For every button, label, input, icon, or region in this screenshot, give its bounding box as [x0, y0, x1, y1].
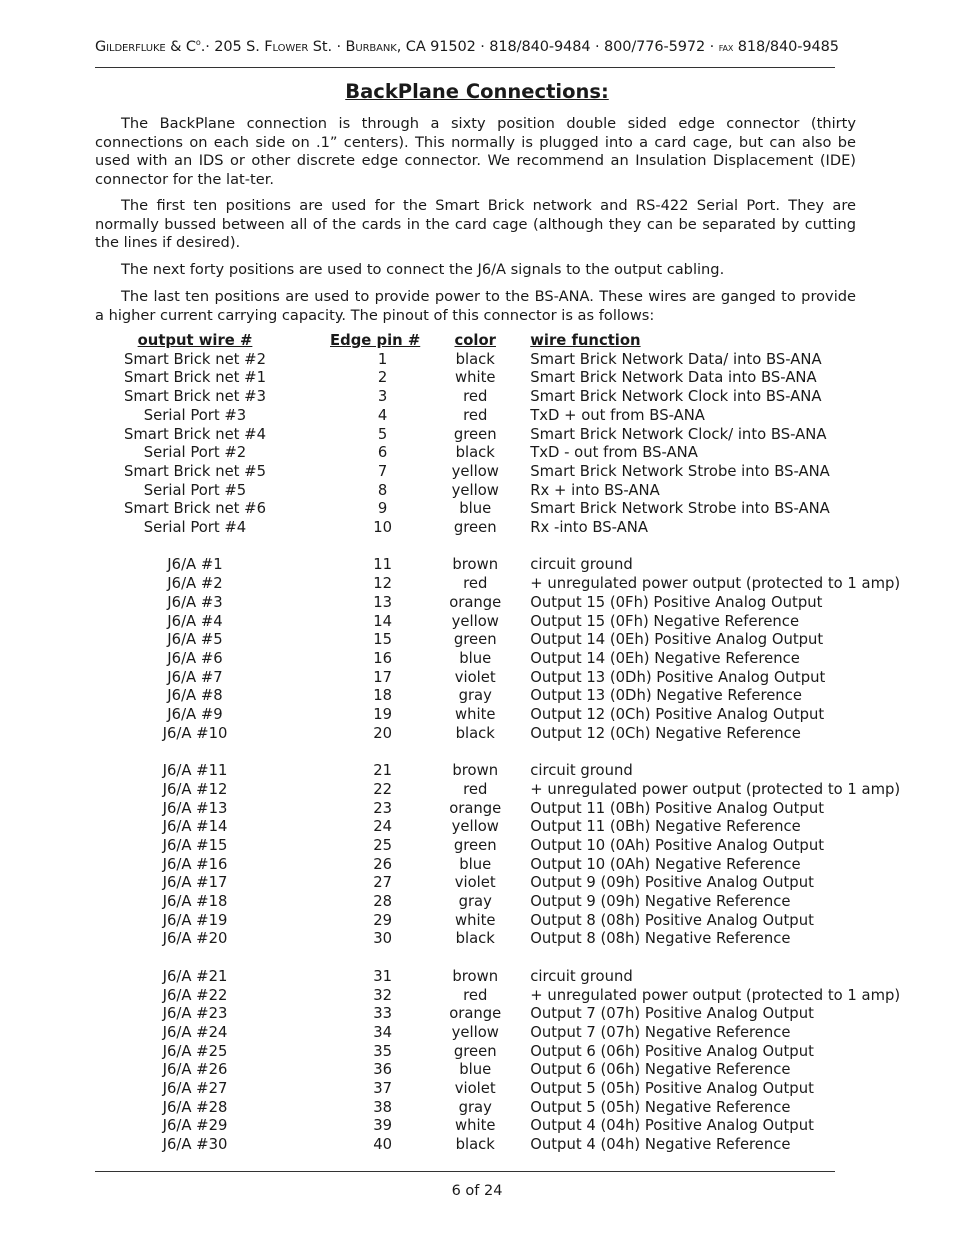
output-wire-cell [95, 538, 295, 557]
table-row [95, 1024, 930, 1043]
table-row [95, 519, 930, 538]
color-cell: blue [459, 649, 492, 667]
header-wire-function: wire function [530, 332, 641, 349]
paragraph-intro: The BackPlane connection is through a sixty position double sided edge connector (thirty connections on each side on .1” centers). This normally is plugged into a card cage, but can also be used with an IDS or other discrete edge connector. We recommend an Insulation Displacement (IDE) connector for the lat-ter. [95, 115, 856, 189]
edge-pin-cell: 32 [373, 986, 393, 1004]
edge-pin-cell: 33 [373, 1005, 393, 1023]
color-cell: orange [449, 593, 502, 611]
output-wire-cell: J6/A #29 [162, 1117, 228, 1135]
edge-pin-cell: 8 [377, 481, 388, 499]
company-amp: & C [165, 38, 196, 55]
wire-function-cell: Output 10 (0Ah) Positive Analog Output [530, 836, 825, 854]
output-wire-cell: J6/A #4 [167, 612, 223, 630]
color-cell: orange [449, 799, 502, 817]
color-cell: red [463, 986, 488, 1004]
table-row [95, 388, 930, 407]
color-cell: green [453, 836, 497, 854]
edge-pin-cell [295, 949, 420, 968]
output-wire-cell [95, 949, 295, 968]
output-wire-cell: J6/A #21 [162, 967, 228, 985]
wire-function-cell: Smart Brick Network Strobe into BS-ANA [530, 500, 830, 518]
output-wire-cell: J6/A #15 [162, 836, 228, 854]
table-row [95, 762, 930, 781]
output-wire-cell [95, 743, 295, 762]
color-cell: black [455, 444, 495, 462]
edge-pin-cell: 27 [373, 874, 393, 892]
output-wire-cell: Smart Brick net #5 [123, 462, 266, 480]
color-cell: gray [458, 687, 492, 705]
color-cell [420, 949, 530, 968]
color-cell: yellow [451, 818, 499, 836]
output-wire-cell: J6/A #1 [167, 556, 223, 574]
table-row [95, 500, 930, 519]
table-row [95, 743, 930, 762]
edge-pin-cell: 34 [373, 1023, 393, 1041]
output-wire-cell: J6/A #10 [162, 724, 228, 742]
wire-function-cell: circuit ground [530, 556, 633, 574]
wire-function-cell: circuit ground [530, 967, 633, 985]
wire-function-cell: Smart Brick Network Clock/ into BS-ANA [530, 425, 827, 443]
output-wire-cell: Serial Port #3 [143, 406, 247, 424]
wire-function-cell: Output 10 (0Ah) Negative Reference [530, 855, 801, 873]
output-wire-cell: Serial Port #2 [143, 444, 247, 462]
output-wire-cell: Serial Port #5 [143, 481, 247, 499]
edge-pin-cell: 2 [377, 369, 388, 387]
output-wire-cell: J6/A #24 [162, 1023, 228, 1041]
color-cell: blue [459, 1061, 492, 1079]
wire-function-cell: Output 9 (09h) Positive Analog Output [530, 874, 814, 892]
paragraph-next-forty: The next forty positions are used to connect the J6/A signals to the output cabling. [121, 261, 725, 278]
table-row [95, 725, 930, 744]
edge-pin-cell: 11 [373, 556, 393, 574]
table-row [95, 1043, 930, 1062]
wire-function-cell: Output 7 (07h) Positive Analog Output [530, 1005, 814, 1023]
color-cell: green [453, 631, 497, 649]
wire-function-cell: Output 6 (06h) Negative Reference [530, 1061, 791, 1079]
table-row [95, 687, 930, 706]
fax-label: fax [718, 39, 734, 54]
edge-pin-cell: 1 [377, 350, 388, 368]
output-wire-cell: J6/A #9 [167, 706, 223, 724]
wire-function-cell: Smart Brick Network Strobe into BS-ANA [530, 462, 830, 480]
edge-pin-cell [295, 743, 420, 762]
table-row [95, 369, 930, 388]
wire-function-cell: Output 13 (0Dh) Positive Analog Output [530, 668, 826, 686]
header-color: color [454, 332, 496, 349]
wire-function-cell: Output 5 (05h) Positive Analog Output [530, 1080, 814, 1098]
wire-function-cell: Smart Brick Network Data/ into BS-ANA [530, 350, 822, 368]
color-cell: white [454, 1117, 496, 1135]
table-row [95, 1136, 930, 1155]
wire-function-cell: Output 8 (08h) Negative Reference [530, 930, 791, 948]
wire-function-cell: Output 4 (04h) Negative Reference [530, 1136, 791, 1154]
wire-function-cell: Output 14 (0Eh) Positive Analog Output [530, 631, 824, 649]
page-number: 6 of 24 [451, 1183, 503, 1199]
company-name: ilderfluke [106, 38, 166, 55]
table-row [95, 1117, 930, 1136]
output-wire-cell: Smart Brick net #2 [123, 350, 266, 368]
city-initial: B [345, 38, 356, 55]
color-cell: violet [454, 874, 496, 892]
edge-pin-cell: 16 [373, 649, 393, 667]
output-wire-cell: J6/A #25 [162, 1042, 228, 1060]
wire-function-cell [530, 743, 930, 762]
wire-function-cell [530, 949, 930, 968]
output-wire-cell: J6/A #20 [162, 930, 228, 948]
table-row [95, 893, 930, 912]
color-cell: brown [452, 762, 499, 780]
edge-pin-cell: 12 [373, 575, 393, 593]
wire-function-cell: TxD - out from BS-ANA [530, 444, 698, 462]
header-divider [95, 67, 835, 68]
edge-pin-cell: 14 [373, 612, 393, 630]
color-cell: white [454, 706, 496, 724]
table-row [95, 594, 930, 613]
output-wire-cell: J6/A #16 [162, 855, 228, 873]
wire-function-cell: TxD + out from BS-ANA [530, 406, 705, 424]
header-edge-pin: Edge pin # [330, 332, 421, 349]
table-row [95, 463, 930, 482]
color-cell: black [455, 724, 495, 742]
table-row [95, 856, 930, 875]
table-row [95, 426, 930, 445]
table-row [95, 818, 930, 837]
color-cell: green [453, 425, 497, 443]
street-suffix: St. · [308, 38, 346, 55]
color-cell: blue [459, 500, 492, 518]
table-row [95, 631, 930, 650]
edge-pin-cell: 38 [373, 1098, 393, 1116]
output-wire-cell: J6/A #26 [162, 1061, 228, 1079]
color-cell: black [455, 1136, 495, 1154]
table-row [95, 538, 930, 557]
edge-pin-cell: 4 [377, 406, 388, 424]
table-row [95, 949, 930, 968]
table-row [95, 837, 930, 856]
wire-function-cell: Output 11 (0Bh) Negative Reference [530, 818, 801, 836]
edge-pin-cell: 29 [373, 911, 393, 929]
table-row [95, 482, 930, 501]
state-phone: , CA 91502 · 818/840-9484 · 800/776-5972 · [396, 38, 719, 55]
output-wire-cell: J6/A #3 [167, 593, 223, 611]
output-wire-cell: J6/A #11 [162, 762, 228, 780]
output-wire-cell: J6/A #12 [162, 780, 228, 798]
wire-function-cell: Output 7 (07h) Negative Reference [530, 1023, 791, 1041]
edge-pin-cell: 20 [373, 724, 393, 742]
color-cell: white [454, 911, 496, 929]
edge-pin-cell: 6 [377, 444, 388, 462]
output-wire-cell: J6/A #23 [162, 1005, 228, 1023]
table-row [95, 444, 930, 463]
edge-pin-cell: 39 [373, 1117, 393, 1135]
table-row [95, 407, 930, 426]
edge-pin-cell: 19 [373, 706, 393, 724]
header-output-wire: output wire # [137, 332, 253, 349]
output-wire-cell: J6/A #28 [162, 1098, 228, 1116]
edge-pin-cell: 22 [373, 780, 393, 798]
edge-pin-cell: 24 [373, 818, 393, 836]
color-cell: violet [454, 1080, 496, 1098]
color-cell: gray [458, 1098, 492, 1116]
edge-pin-cell: 37 [373, 1080, 393, 1098]
output-wire-cell: J6/A #7 [167, 668, 223, 686]
color-cell: yellow [451, 481, 499, 499]
output-wire-cell: J6/A #13 [162, 799, 228, 817]
edge-pin-cell: 26 [373, 855, 393, 873]
edge-pin-cell: 17 [373, 668, 393, 686]
table-row [95, 1080, 930, 1099]
table-row [95, 556, 930, 575]
table-row [95, 669, 930, 688]
edge-pin-cell: 3 [377, 388, 388, 406]
wire-function-cell: + unregulated power output (protected to 1 amp) [530, 780, 901, 798]
wire-function-cell: Output 5 (05h) Negative Reference [530, 1098, 791, 1116]
edge-pin-cell: 31 [373, 967, 393, 985]
color-cell: green [453, 519, 497, 537]
wire-function-cell: Rx + into BS-ANA [530, 481, 660, 499]
color-cell: blue [459, 855, 492, 873]
table-row [95, 1061, 930, 1080]
color-cell: red [463, 406, 488, 424]
edge-pin-cell: 18 [373, 687, 393, 705]
output-wire-cell: J6/A #18 [162, 893, 228, 911]
color-cell: orange [449, 1005, 502, 1023]
wire-function-cell: Output 4 (04h) Positive Analog Output [530, 1117, 814, 1135]
table-row [95, 968, 930, 987]
letterhead [95, 38, 839, 55]
edge-pin-cell: 25 [373, 836, 393, 854]
edge-pin-cell: 36 [373, 1061, 393, 1079]
output-wire-cell: J6/A #2 [167, 575, 223, 593]
edge-pin-cell: 15 [373, 631, 393, 649]
wire-function-cell: + unregulated power output (protected to 1 amp) [530, 575, 901, 593]
output-wire-cell: J6/A #17 [162, 874, 228, 892]
table-row [95, 650, 930, 669]
color-cell: white [454, 369, 496, 387]
wire-function-cell: Output 12 (0Ch) Negative Reference [530, 724, 801, 742]
color-cell: red [463, 780, 488, 798]
paragraph-last-ten: The last ten positions are used to provide power to the BS-ANA. These wires are ganged to provide a higher current carrying capacity. The pinout of this connector is as follows: [95, 288, 856, 324]
color-cell: brown [452, 556, 499, 574]
table-row [95, 613, 930, 632]
company-sup: o [195, 38, 201, 47]
wire-function-cell: circuit ground [530, 762, 633, 780]
color-cell: red [463, 575, 488, 593]
table-row [95, 706, 930, 725]
wire-function-cell: Output 11 (0Bh) Positive Analog Output [530, 799, 825, 817]
output-wire-cell: J6/A #19 [162, 911, 228, 929]
edge-pin-cell: 21 [373, 762, 393, 780]
table-row [95, 351, 930, 370]
output-wire-cell: J6/A #27 [162, 1080, 228, 1098]
pinout-table [95, 332, 930, 1155]
footer-divider [95, 1171, 835, 1172]
wire-function-cell: Output 15 (0Fh) Positive Analog Output [530, 593, 823, 611]
edge-pin-cell: 7 [377, 462, 388, 480]
color-cell: green [453, 1042, 497, 1060]
output-wire-cell: Smart Brick net #1 [123, 369, 266, 387]
table-header-row [95, 332, 930, 351]
edge-pin-cell: 5 [377, 425, 388, 443]
wire-function-cell: Output 8 (08h) Positive Analog Output [530, 911, 814, 929]
table-body [95, 351, 930, 1155]
table-row [95, 1005, 930, 1024]
color-cell: brown [452, 967, 499, 985]
color-cell [420, 538, 530, 557]
edge-pin-cell: 30 [373, 930, 393, 948]
output-wire-cell: Serial Port #4 [143, 519, 247, 537]
table-row [95, 874, 930, 893]
wire-function-cell: Smart Brick Network Data into BS-ANA [530, 369, 817, 387]
wire-function-cell [530, 538, 930, 557]
output-wire-cell: Smart Brick net #3 [123, 388, 266, 406]
wire-function-cell: Output 14 (0Eh) Negative Reference [530, 649, 800, 667]
wire-function-cell: Output 15 (0Fh) Negative Reference [530, 612, 800, 630]
street-initial: F [264, 38, 273, 55]
wire-function-cell: Output 13 (0Dh) Negative Reference [530, 687, 802, 705]
output-wire-cell: J6/A #22 [162, 986, 228, 1004]
output-wire-cell: J6/A #8 [167, 687, 223, 705]
output-wire-cell: Smart Brick net #6 [123, 500, 266, 518]
color-cell [420, 743, 530, 762]
output-wire-cell: J6/A #14 [162, 818, 228, 836]
output-wire-cell: J6/A #30 [162, 1136, 228, 1154]
table-row [95, 781, 930, 800]
table-row [95, 575, 930, 594]
edge-pin-cell: 28 [373, 893, 393, 911]
wire-function-cell: Output 9 (09h) Negative Reference [530, 893, 791, 911]
company-initial: G [95, 38, 107, 55]
color-cell: yellow [451, 462, 499, 480]
color-cell: gray [458, 893, 492, 911]
edge-pin-cell: 23 [373, 799, 393, 817]
output-wire-cell: J6/A #5 [167, 631, 223, 649]
color-cell: violet [454, 668, 496, 686]
edge-pin-cell: 35 [373, 1042, 393, 1060]
color-cell: yellow [451, 1023, 499, 1041]
wire-function-cell: + unregulated power output (protected to 1 amp) [530, 986, 901, 1004]
edge-pin-cell [295, 538, 420, 557]
edge-pin-cell: 13 [373, 593, 393, 611]
edge-pin-cell: 40 [373, 1136, 393, 1154]
color-cell: yellow [451, 612, 499, 630]
output-wire-cell: Smart Brick net #4 [123, 425, 266, 443]
table-row [95, 987, 930, 1006]
table-row [95, 912, 930, 931]
street-name: lower [272, 38, 309, 55]
city-name: urbank [355, 38, 397, 55]
color-cell: black [455, 930, 495, 948]
wire-function-cell: Smart Brick Network Clock into BS-ANA [530, 388, 822, 406]
address-sep: .· 205 S. [200, 38, 265, 55]
wire-function-cell: Output 6 (06h) Positive Analog Output [530, 1042, 814, 1060]
edge-pin-cell: 9 [377, 500, 388, 518]
color-cell: red [463, 388, 488, 406]
table-row [95, 1099, 930, 1118]
output-wire-cell: J6/A #6 [167, 649, 223, 667]
table-row [95, 800, 930, 819]
wire-function-cell: Output 12 (0Ch) Positive Analog Output [530, 706, 825, 724]
edge-pin-cell: 10 [373, 519, 393, 537]
paragraph-first-ten: The first ten positions are used for the Smart Brick network and RS-422 Serial Port. They are normally bussed between all of the cards in the card cage (although they can be separated by cutting the lines if desired). [95, 197, 856, 252]
page-title: BackPlane Connections: [345, 80, 609, 103]
table-row [95, 930, 930, 949]
wire-function-cell: Rx -into BS-ANA [530, 519, 648, 537]
color-cell: black [455, 350, 495, 368]
fax-number: 818/840-9485 [733, 38, 839, 55]
